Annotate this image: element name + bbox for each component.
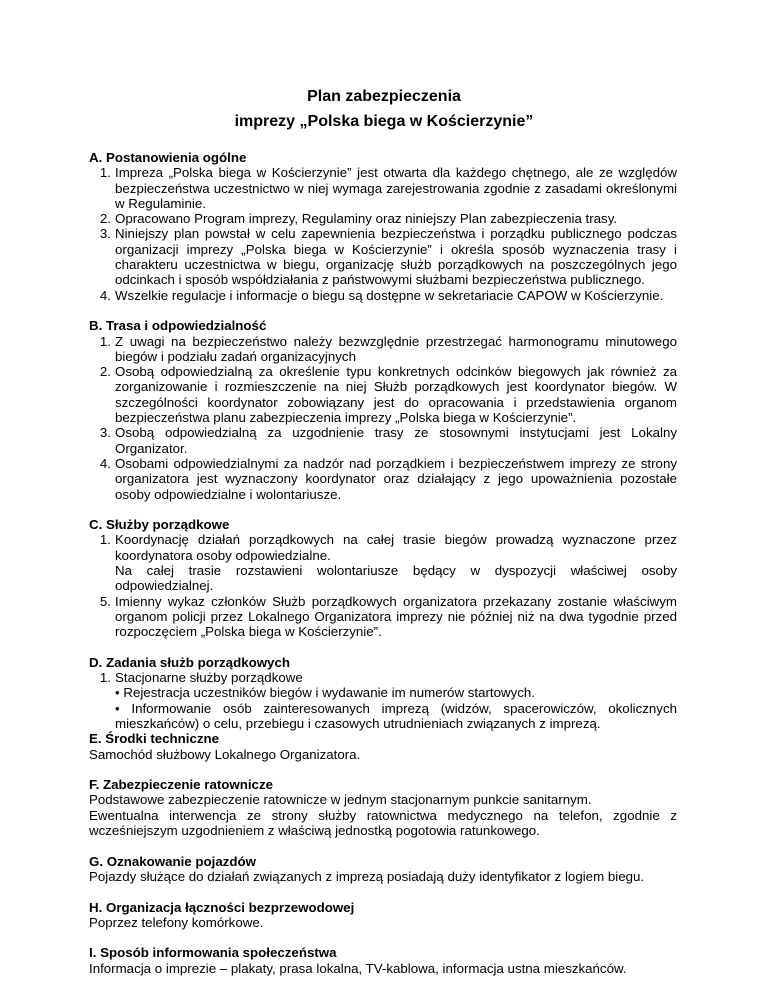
item-text: Koordynację działań porządkowych na całej trasie biegów prowadzą wyznaczone przez koordynatora osoby odpowiedzialne. xyxy=(115,532,677,563)
item-number: 3. xyxy=(99,425,111,441)
section-heading: C. Służby porządkowe xyxy=(89,517,230,533)
section-heading: B. Trasa i odpowiedzialność xyxy=(89,318,267,334)
section-text: Ewentualna interwencja ze strony służby ratownictwa medycznego na telefon, zgodnie z wcześniejszym uzgodnieniem z właściwą jednostką pogotowia ratunkowego. xyxy=(89,807,677,839)
item-text: Wszelkie regulacje i informacje o biegu są dostępne w sekretariacie CAPOW w Kościerzynie. xyxy=(115,287,664,303)
section-text: Poprzez telefony komórkowe. xyxy=(89,914,264,930)
item-number: 4. xyxy=(99,455,111,471)
item-number: 3. xyxy=(99,226,111,242)
bullet-item: • Informowanie osób zainteresowanych imprezą (widzów, spacerowiczów, okolicznych mieszkańców) o celu, przebiegu i czasowych utrudnieniach związanych z imprezą. xyxy=(115,700,677,731)
section-a xyxy=(89,150,677,303)
item-text: Z uwagi na bezpieczeństwo należy bezwzględnie przestrzegać harmonogramu minutowego biegów i podziału zadań organizacyjnych xyxy=(115,333,677,364)
section-d xyxy=(89,655,677,731)
item-text: Opracowano Program imprezy, Regulaminy oraz niniejszy Plan zabezpieczenia trasy. xyxy=(115,211,618,227)
title-line-2: imprezy „Polska biega w Kościerzynie” xyxy=(234,113,534,130)
section-e xyxy=(89,731,677,762)
item-number: 1. xyxy=(99,165,111,181)
list-item xyxy=(89,425,677,456)
list-item xyxy=(89,334,677,365)
section-heading: I. Sposób informowania społeczeństwa xyxy=(89,945,337,961)
list-item xyxy=(89,594,677,640)
bullet-item: • Rejestracja uczestników biegów i wydawanie im numerów startowych. xyxy=(115,685,535,701)
document-title xyxy=(0,84,768,134)
section-text: Podstawowe zabezpieczenie ratownicze w jednym stacjonarnym punkcie sanitarnym. xyxy=(89,792,592,808)
document-body xyxy=(89,150,677,991)
section-f xyxy=(89,777,677,838)
item-number: 4. xyxy=(99,287,111,303)
numbered-list xyxy=(89,532,677,639)
list-item xyxy=(89,670,677,731)
section-text: Pojazdy służące do działań związanych z imprezą posiadają duży identyfikator z logiem biegu. xyxy=(89,868,645,884)
section-i xyxy=(89,945,677,976)
item-number: 1. xyxy=(99,532,111,548)
item-text: Osobą odpowiedzialną za określenie typu konkretnych odcinków biegowych jak również za zorganizowanie i rozmieszczenie na niej Służb porządkowych jest koordynator biegów. W szczególności koordynator zobowiązany jest do opracowania i przedstawienia organom bezpieczeństwa planu zabezpieczenia imprezy „Polska biega w Kościerzynie”. xyxy=(115,364,677,426)
list-item xyxy=(89,364,677,425)
section-h xyxy=(89,900,677,931)
item-text: Stacjonarne służby porządkowe xyxy=(115,670,303,686)
section-g xyxy=(89,854,677,885)
item-subtext: Na całej trasie rozstawieni wolontariusze będący w dyspozycji właściwej osoby odpowiedzialnej. xyxy=(115,563,677,594)
list-item xyxy=(89,288,677,303)
section-text: Samochód służbowy Lokalnego Organizatora. xyxy=(89,746,361,762)
list-item xyxy=(89,532,677,593)
item-number: 1. xyxy=(99,333,111,349)
list-item xyxy=(89,211,677,226)
item-number: 2. xyxy=(99,211,111,227)
section-b xyxy=(89,318,677,502)
numbered-list xyxy=(89,670,677,731)
list-item xyxy=(89,226,677,287)
item-number: 5. xyxy=(99,593,111,609)
section-text: Informacja o imprezie – plakaty, prasa lokalna, TV-kablowa, informacja ustna mieszkańców. xyxy=(89,960,627,976)
item-number: 1. xyxy=(99,670,111,686)
item-text: Niniejszy plan powstał w celu zapewnienia bezpieczeństwa i porządku publicznego podczas organizacji imprezy „Polska biega w Kościerzynie” i określa sposób wyznaczenia trasy i charakteru uczestnictwa w biegu, organizację służb porządkowych na poszczególnych jego odcinkach i sposób współdziałania z państwowymi służbami bezpieczeństwa publicznego. xyxy=(115,226,677,288)
item-text: Impreza „Polska biega w Kościerzynie” jest otwarta dla każdego chętnego, ale ze względów bezpieczeństwa uczestnictwo w niej wymaga zarejestrowania zgodnie z zasadami określonymi w Regulaminie. xyxy=(115,165,677,211)
numbered-list xyxy=(89,334,677,502)
section-heading: G. Oznakowanie pojazdów xyxy=(89,853,256,869)
section-c xyxy=(89,517,677,639)
title-line-1: Plan zabezpieczenia xyxy=(307,88,461,105)
item-text: Imienny wykaz członków Służb porządkowych organizatora przekazany zostanie właściwym organom policji przez Lokalnego Organizatora imprezy nie później niż na dwa tygodnie przed rozpoczęciem „Polska biega w Kościerzynie”. xyxy=(115,593,677,640)
numbered-list xyxy=(89,165,677,303)
section-heading: A. Postanowienia ogólne xyxy=(89,150,247,165)
item-text: Osobami odpowiedzialnymi za nadzór nad porządkiem i bezpieczeństwem imprezy ze strony organizatora jest wyznaczony koordynator oraz działający z jego upoważnienia pozostałe osoby odpowiedzialne i wolontariusze. xyxy=(115,455,677,502)
item-number: 2. xyxy=(99,364,111,380)
section-heading: E. Środki techniczne xyxy=(89,731,220,747)
list-item xyxy=(89,165,677,211)
section-heading: F. Zabezpieczenie ratownicze xyxy=(89,777,273,793)
section-heading: D. Zadania służb porządkowych xyxy=(89,654,290,670)
section-heading: H. Organizacja łączności bezprzewodowej xyxy=(89,899,355,915)
list-item xyxy=(89,456,677,502)
item-text: Osobą odpowiedzialną za uzgodnienie trasy ze stosownymi instytucjami jest Lokalny Organizator. xyxy=(115,425,677,456)
